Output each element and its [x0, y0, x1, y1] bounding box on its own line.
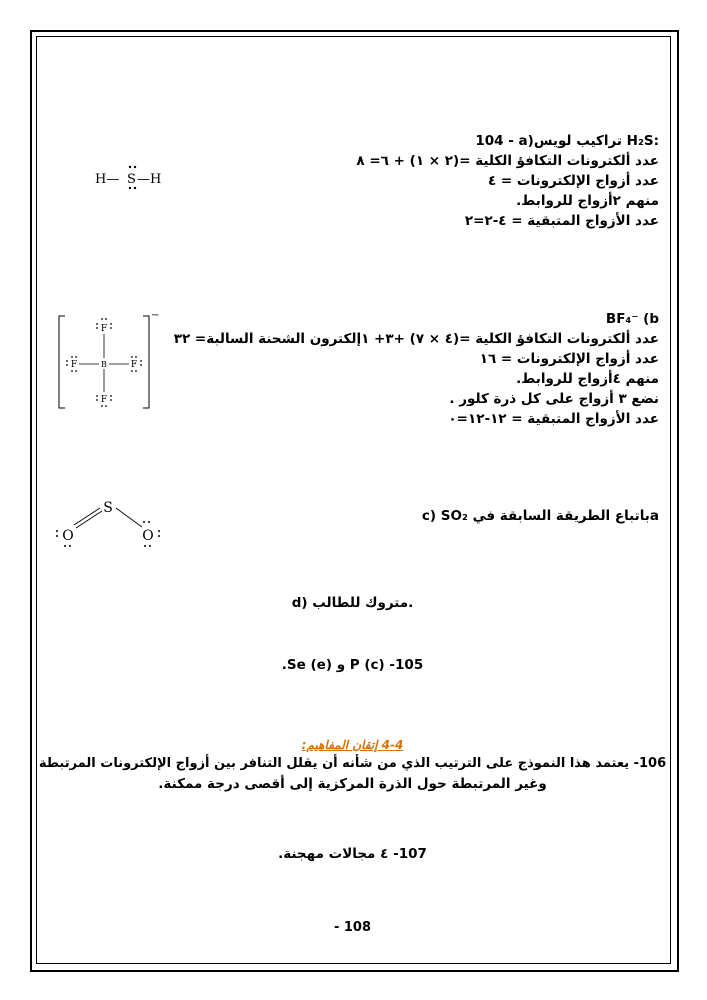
q104a-line-1: عدد ألكترونات التكافؤ الكلية =(٢ × ١) + ٦= ٨ [356, 153, 659, 169]
q104b-line-4: نضع ٣ أزواج على كل ذرة كلور . [449, 391, 659, 407]
q104b-line-1: عدد ألكترونات التكافؤ الكلية =(٤ × ٧) +٣+ ١إلكترون الشحنة السالبة= ٣٢ [173, 331, 659, 347]
q104a-line-3: منهم ٢أزواج للروابط. [516, 193, 659, 209]
h2s-sulfur-label: S [127, 172, 136, 187]
so2-sulfur-label: S [103, 500, 113, 516]
q106-line-2: وغير المرتبطة حول الذرة المركزية إلى أقصى درجة ممكنة. [158, 776, 547, 792]
h2s-right-label: —H [137, 172, 162, 187]
q104c-text: c) SO₂ باتباع الطريقة السابقة فيa [421, 508, 659, 524]
q104a-line-2: عدد أزواج الإلكترونات = ٤ [487, 173, 659, 189]
so2-lewis-structure [48, 492, 168, 552]
bf4-f-bottom: F [100, 395, 108, 405]
q104a-title: 104 - a)تراكيب لويس H₂S: [475, 133, 659, 149]
bf4-f-left: F [70, 360, 78, 370]
q107-text: 107- ٤ مجالات مهجنة. [278, 846, 427, 862]
q104b-line-3: منهم ٤أزواج للروابط. [516, 371, 659, 387]
q104b-line-5: عدد الأزواج المتبقية = ١٢-١٢=٠ [448, 411, 659, 427]
mastery-heading: 4-4 إتقان المفاهيم: [301, 738, 404, 752]
q104b-title: BF₄⁻ (b [605, 311, 659, 327]
q104d-text: d) متروك للطالب. [291, 595, 414, 611]
so2-o-left: O [62, 528, 74, 544]
page-number: - 108 [333, 920, 372, 935]
q106-line-1: 106- يعتمد هذا النموذج على الترتيب الذي من شأنه أن يقلل التنافر بين أزواج الإلكترونات المرتبطة [38, 756, 667, 771]
q104a-line-4: عدد الأزواج المتبقية = ٤-٢=٢ [464, 213, 659, 229]
bf4-f-right: F [130, 360, 138, 370]
bf4-boron-label: B [101, 360, 107, 369]
bf4-lewis-structure [55, 308, 165, 413]
h2s-lewis-structure [95, 158, 175, 198]
q104b-line-2: عدد أزواج الإلكترونات = ١٦ [479, 351, 659, 367]
bf4-charge-label: − [151, 310, 160, 321]
q105-text: .Se (e) و P (c) -105 [281, 657, 424, 673]
so2-o-right: O [142, 528, 154, 544]
h2s-left-label: H— [95, 172, 120, 187]
bf4-f-top: F [100, 324, 108, 334]
